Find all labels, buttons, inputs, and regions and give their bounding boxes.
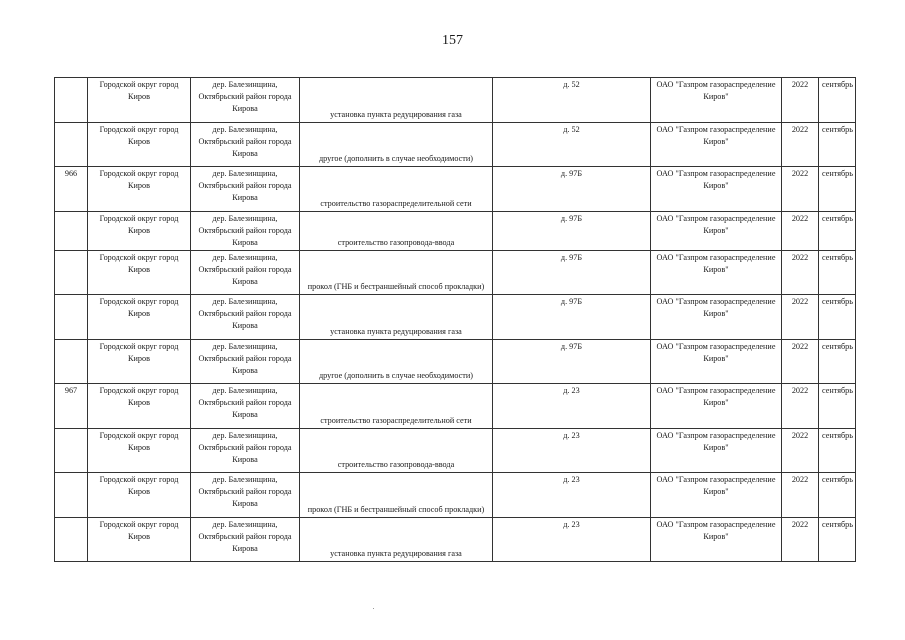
- month-cell: сентябрь: [819, 517, 856, 562]
- table-row: [55, 384, 856, 429]
- house-number-cell: д. 23: [493, 473, 651, 518]
- house-number-cell: д. 23: [493, 517, 651, 562]
- work-type-cell: строительство газопровода-ввода: [300, 211, 493, 250]
- table-row: [55, 122, 856, 167]
- table-row: [55, 517, 856, 562]
- locality-cell: дер. Балезинщина, Октябрьский район города Кирова: [191, 211, 300, 250]
- work-type-cell: прокол (ГНБ и бестраншейный способ прокладки): [300, 250, 493, 295]
- municipality-cell: Городской округ город Киров: [88, 122, 191, 167]
- locality-cell: дер. Балезинщина, Октябрьский район города Кирова: [191, 250, 300, 295]
- year-cell: 2022: [782, 428, 819, 473]
- house-number-cell: д. 97Б: [493, 167, 651, 212]
- year-cell: 2022: [782, 211, 819, 250]
- locality-cell: дер. Балезинщина, Октябрьский район города Кирова: [191, 167, 300, 212]
- house-number-cell: д. 23: [493, 428, 651, 473]
- organization-cell: ОАО "Газпром газораспределение Киров": [651, 517, 782, 562]
- year-cell: 2022: [782, 339, 819, 384]
- municipality-cell: Городской округ город Киров: [88, 211, 191, 250]
- page-number: 157: [442, 33, 463, 48]
- house-number-cell: д. 52: [493, 122, 651, 167]
- house-number-cell: д. 23: [493, 384, 651, 429]
- row-number-cell: [55, 295, 88, 340]
- work-type-cell: установка пункта редуцирования газа: [300, 517, 493, 562]
- year-cell: 2022: [782, 473, 819, 518]
- locality-cell: дер. Балезинщина, Октябрьский район города Кирова: [191, 428, 300, 473]
- organization-cell: ОАО "Газпром газораспределение Киров": [651, 295, 782, 340]
- row-number-cell: [55, 122, 88, 167]
- locality-cell: дер. Балезинщина, Октябрьский район города Кирова: [191, 517, 300, 562]
- table-row: [55, 339, 856, 384]
- organization-cell: ОАО "Газпром газораспределение Киров": [651, 211, 782, 250]
- house-number-cell: д. 52: [493, 78, 651, 123]
- municipality-cell: Городской округ город Киров: [88, 295, 191, 340]
- house-number-cell: д. 97Б: [493, 250, 651, 295]
- locality-cell: дер. Балезинщина, Октябрьский район города Кирова: [191, 122, 300, 167]
- month-cell: сентябрь: [819, 211, 856, 250]
- month-cell: сентябрь: [819, 122, 856, 167]
- organization-cell: ОАО "Газпром газораспределение Киров": [651, 250, 782, 295]
- table-row: [55, 167, 856, 212]
- year-cell: 2022: [782, 295, 819, 340]
- work-type-cell: другое (дополнить в случае необходимости): [300, 122, 493, 167]
- table-row: [55, 250, 856, 295]
- municipality-cell: Городской округ город Киров: [88, 517, 191, 562]
- row-number-cell: [55, 473, 88, 518]
- work-type-cell: установка пункта редуцирования газа: [300, 78, 493, 123]
- gasification-table: [54, 77, 856, 562]
- scan-speck: [373, 608, 374, 609]
- year-cell: 2022: [782, 250, 819, 295]
- month-cell: сентябрь: [819, 167, 856, 212]
- house-number-cell: д. 97Б: [493, 339, 651, 384]
- organization-cell: ОАО "Газпром газораспределение Киров": [651, 78, 782, 123]
- row-number-cell: [55, 250, 88, 295]
- house-number-cell: д. 97Б: [493, 295, 651, 340]
- row-number-cell: 967: [55, 384, 88, 429]
- table-row: [55, 473, 856, 518]
- month-cell: сентябрь: [819, 78, 856, 123]
- organization-cell: ОАО "Газпром газораспределение Киров": [651, 167, 782, 212]
- year-cell: 2022: [782, 78, 819, 123]
- row-number-cell: [55, 78, 88, 123]
- table-row: [55, 295, 856, 340]
- municipality-cell: Городской округ город Киров: [88, 339, 191, 384]
- municipality-cell: Городской округ город Киров: [88, 384, 191, 429]
- municipality-cell: Городской округ город Киров: [88, 473, 191, 518]
- work-type-cell: другое (дополнить в случае необходимости): [300, 339, 493, 384]
- organization-cell: ОАО "Газпром газораспределение Киров": [651, 122, 782, 167]
- table-row: [55, 211, 856, 250]
- row-number-cell: [55, 339, 88, 384]
- municipality-cell: Городской округ город Киров: [88, 250, 191, 295]
- table-row: [55, 78, 856, 123]
- organization-cell: ОАО "Газпром газораспределение Киров": [651, 428, 782, 473]
- municipality-cell: Городской округ город Киров: [88, 78, 191, 123]
- locality-cell: дер. Балезинщина, Октябрьский район города Кирова: [191, 295, 300, 340]
- municipality-cell: Городской округ город Киров: [88, 428, 191, 473]
- row-number-cell: [55, 517, 88, 562]
- locality-cell: дер. Балезинщина, Октябрьский район города Кирова: [191, 473, 300, 518]
- work-type-cell: прокол (ГНБ и бестраншейный способ прокладки): [300, 473, 493, 518]
- municipality-cell: Городской округ город Киров: [88, 167, 191, 212]
- row-number-cell: [55, 211, 88, 250]
- organization-cell: ОАО "Газпром газораспределение Киров": [651, 384, 782, 429]
- organization-cell: ОАО "Газпром газораспределение Киров": [651, 473, 782, 518]
- month-cell: сентябрь: [819, 428, 856, 473]
- month-cell: сентябрь: [819, 339, 856, 384]
- month-cell: сентябрь: [819, 295, 856, 340]
- row-number-cell: [55, 428, 88, 473]
- month-cell: сентябрь: [819, 384, 856, 429]
- work-type-cell: строительство газораспределительной сети: [300, 167, 493, 212]
- work-type-cell: установка пункта редуцирования газа: [300, 295, 493, 340]
- organization-cell: ОАО "Газпром газораспределение Киров": [651, 339, 782, 384]
- year-cell: 2022: [782, 167, 819, 212]
- locality-cell: дер. Балезинщина, Октябрьский район города Кирова: [191, 78, 300, 123]
- locality-cell: дер. Балезинщина, Октябрьский район города Кирова: [191, 339, 300, 384]
- work-type-cell: строительство газораспределительной сети: [300, 384, 493, 429]
- year-cell: 2022: [782, 517, 819, 562]
- house-number-cell: д. 97Б: [493, 211, 651, 250]
- row-number-cell: 966: [55, 167, 88, 212]
- month-cell: сентябрь: [819, 250, 856, 295]
- work-type-cell: строительство газопровода-ввода: [300, 428, 493, 473]
- year-cell: 2022: [782, 384, 819, 429]
- year-cell: 2022: [782, 122, 819, 167]
- month-cell: сентябрь: [819, 473, 856, 518]
- locality-cell: дер. Балезинщина, Октябрьский район города Кирова: [191, 384, 300, 429]
- table-row: [55, 428, 856, 473]
